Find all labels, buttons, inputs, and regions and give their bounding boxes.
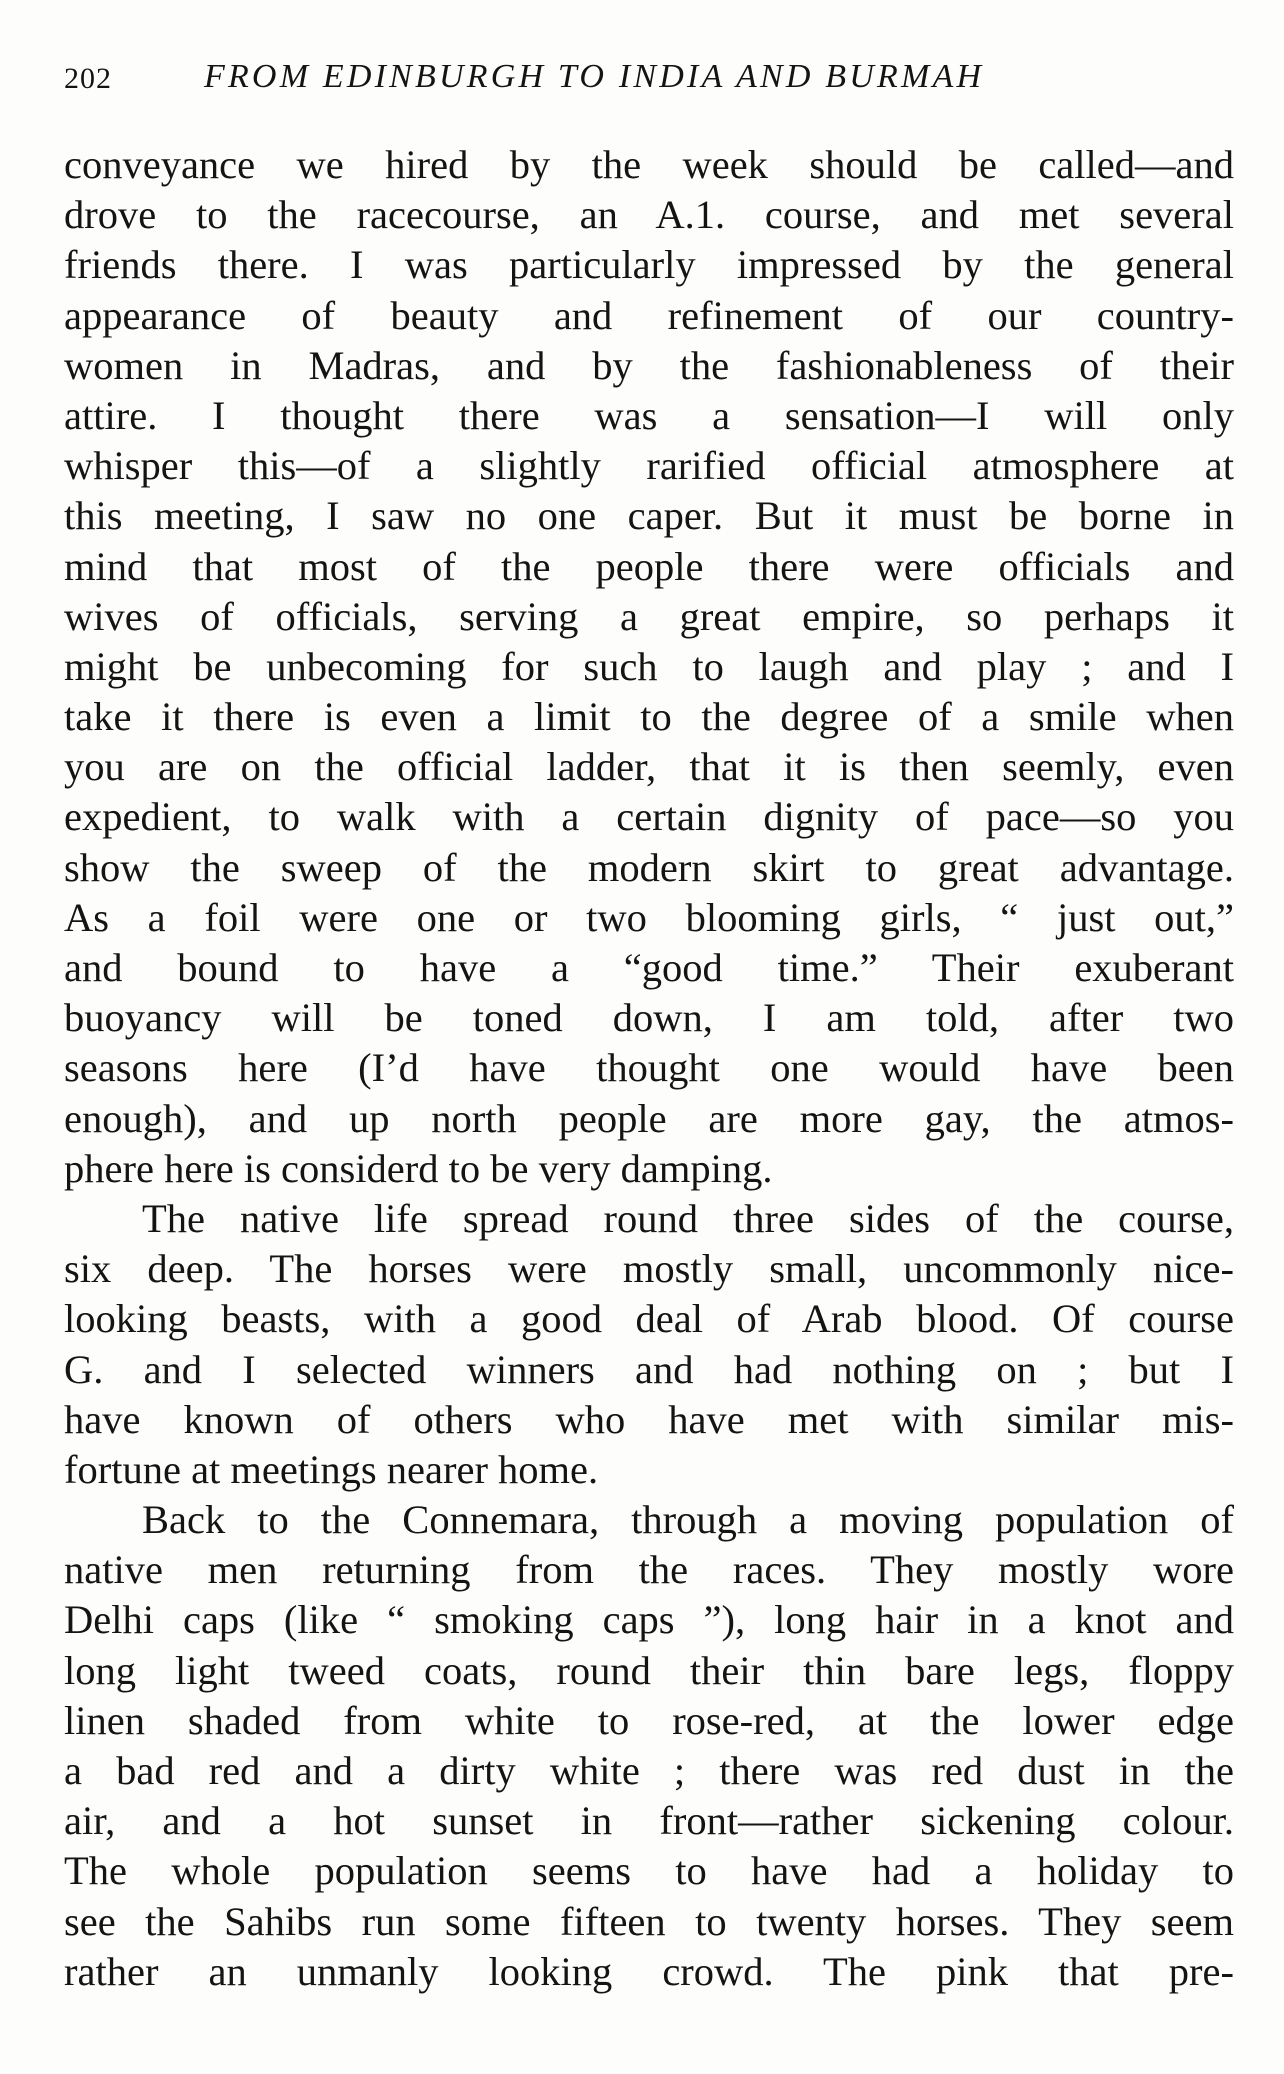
- text-line: Delhi caps (like “ smoking caps ”), long hair in a knot and: [64, 1597, 1234, 1643]
- text-line-paragraph-start: Back to the Connemara, through a moving population of: [142, 1497, 1234, 1543]
- text-line: whisper this—of a slightly rarified official atmosphere at: [64, 443, 1234, 489]
- text-line: this meeting, I saw no one caper. But it must be borne in: [64, 493, 1234, 539]
- text-line: buoyancy will be toned down, I am told, after two: [64, 995, 1234, 1041]
- text-line: looking beasts, with a good deal of Arab blood. Of course: [64, 1296, 1234, 1342]
- text-line-paragraph-end: fortune at meetings nearer home.: [64, 1446, 599, 1492]
- text-line: attire. I thought there was a sensation—I will only: [64, 392, 1234, 438]
- text-line: friends there. I was particularly impressed by the general: [64, 242, 1234, 288]
- text-line: have known of others who have met with similar mis-: [64, 1396, 1234, 1442]
- body-text: [64, 140, 1234, 1997]
- text-line: and bound to have a “good time.” Their exuberant: [64, 945, 1234, 990]
- text-line: linen shaded from white to rose-red, at the lower edge: [64, 1697, 1234, 1743]
- text-line: six deep. The horses were mostly small, uncommonly nice-: [64, 1246, 1234, 1292]
- text-line: a bad red and a dirty white ; there was red dust in the: [64, 1748, 1234, 1793]
- text-line: native men returning from the races. They mostly wore: [64, 1547, 1234, 1593]
- page-number: 202: [64, 62, 112, 95]
- text-line: take it there is even a limit to the degree of a smile when: [64, 694, 1234, 740]
- text-line: mind that most of the people there were officials and: [64, 543, 1234, 589]
- text-line: might be unbecoming for such to laugh and play ; and I: [64, 643, 1234, 689]
- text-line: G. and I selected winners and had nothing on ; but I: [64, 1346, 1234, 1392]
- text-line: expedient, to walk with a certain dignity of pace—so you: [64, 794, 1234, 840]
- text-line: show the sweep of the modern skirt to great advantage.: [64, 844, 1234, 890]
- text-line: appearance of beauty and refinement of our country-: [64, 292, 1234, 338]
- text-line: rather an unmanly looking crowd. The pink that pre-: [64, 1948, 1234, 1994]
- text-line: long light tweed coats, round their thin bare legs, floppy: [64, 1647, 1234, 1693]
- text-line-paragraph-start: The native life spread round three sides of the course,: [142, 1195, 1234, 1241]
- text-line: women in Madras, and by the fashionableness of their: [64, 342, 1234, 388]
- text-line: air, and a hot sunset in front—rather sickening colour.: [64, 1798, 1234, 1844]
- text-line: seasons here (I’d have thought one would have been: [64, 1045, 1234, 1091]
- text-line: see the Sahibs run some fifteen to twenty horses. They seem: [64, 1898, 1234, 1944]
- text-line: The whole population seems to have had a holiday to: [64, 1848, 1234, 1894]
- text-line: wives of officials, serving a great empire, so perhaps it: [64, 593, 1234, 639]
- text-line: As a foil were one or two blooming girls, “ just out,”: [64, 894, 1234, 940]
- text-line: drove to the racecourse, an A.1. course, and met several: [64, 192, 1234, 238]
- text-line: enough), and up north people are more gay, the atmos-: [64, 1095, 1234, 1141]
- text-line-paragraph-end: phere here is considerd to be very damping.: [64, 1145, 773, 1191]
- page-header: [64, 58, 1234, 108]
- text-line: you are on the official ladder, that it is then seemly, even: [64, 744, 1234, 790]
- text-line: conveyance we hired by the week should be called—and: [64, 142, 1234, 187]
- running-title: FROM EDINBURGH TO INDIA AND BURMAH: [204, 58, 985, 95]
